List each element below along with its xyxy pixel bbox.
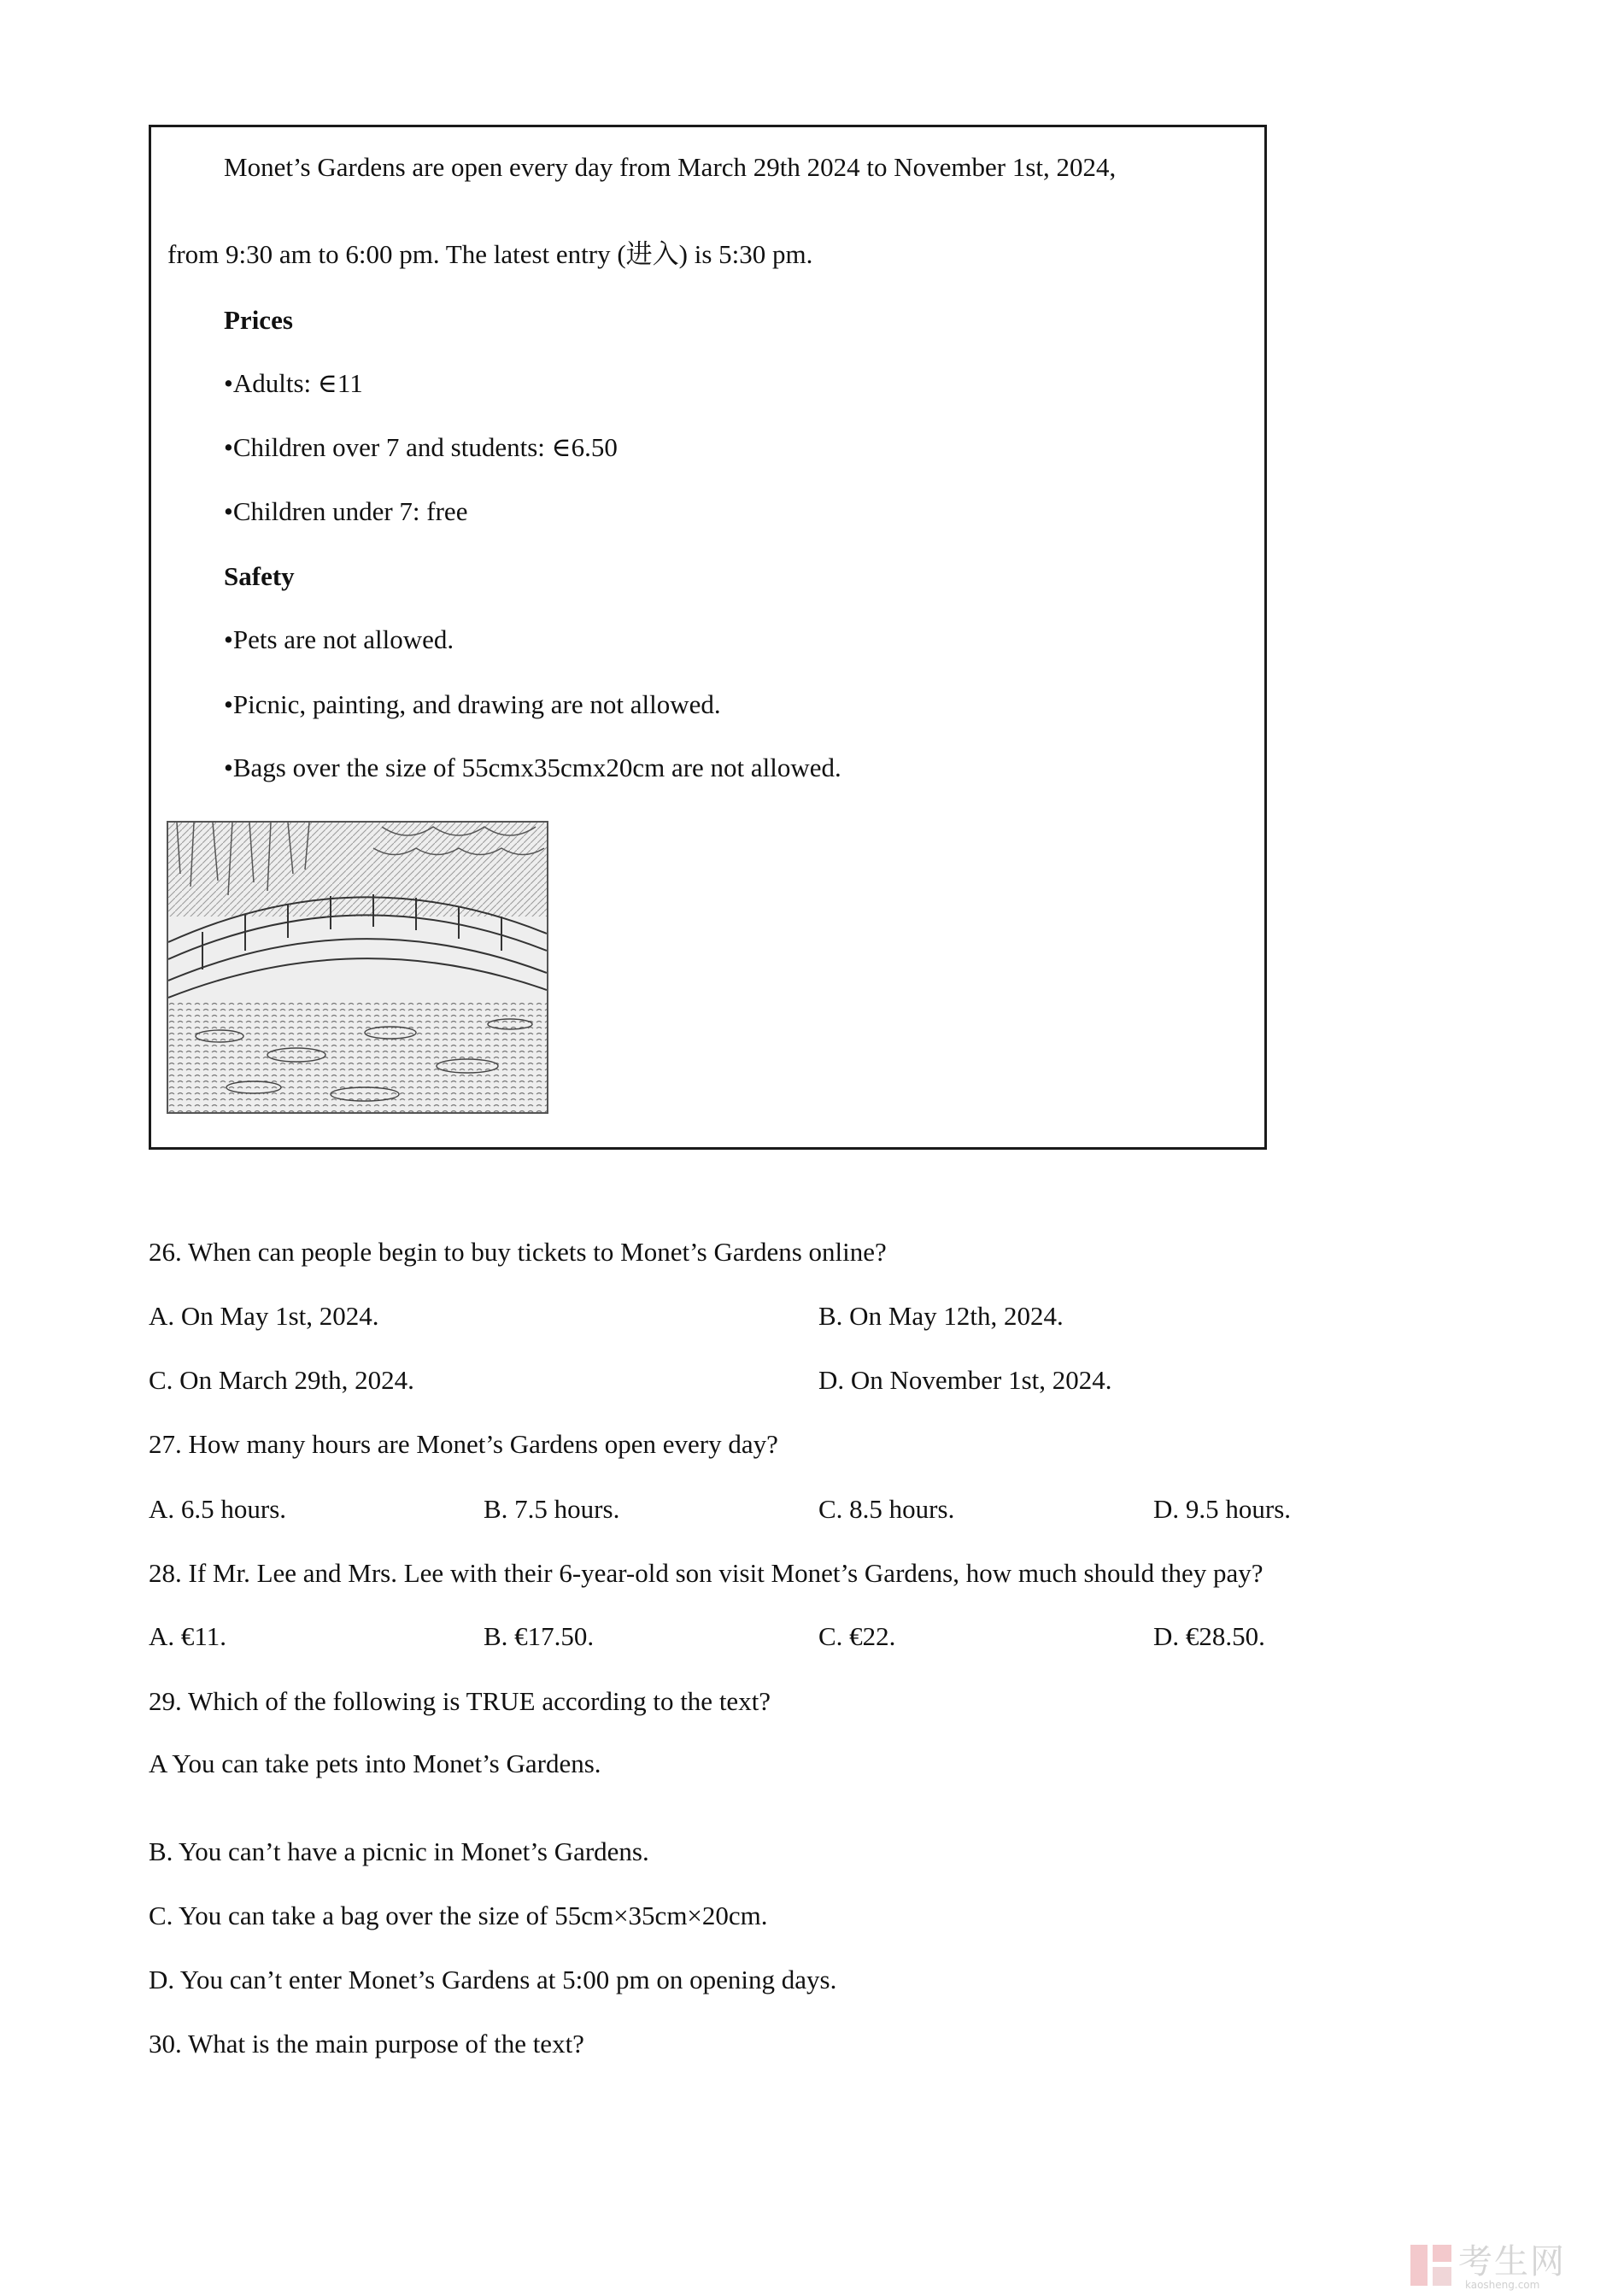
notice-intro-line2: from 9:30 am to 6:00 pm. The latest entry (进入) is 5:30 pm. <box>167 239 813 269</box>
watermark-logo-icon <box>1409 2243 1453 2287</box>
q28-option-a[interactable]: A. €11. <box>149 1621 226 1651</box>
safety-rule-pets: •Pets are not allowed. <box>224 624 454 654</box>
safety-rule-picnic: •Picnic, painting, and drawing are not allowed. <box>224 689 721 719</box>
prices-heading: Prices <box>224 305 293 335</box>
q28-option-c[interactable]: C. €22. <box>818 1621 896 1651</box>
monet-bridge-picture <box>167 821 548 1114</box>
q29-text: 29. Which of the following is TRUE according to the text? <box>149 1686 771 1716</box>
q29-option-c[interactable]: C. You can take a bag over the size of 55cm×35cm×20cm. <box>149 1901 768 1930</box>
site-watermark <box>1409 2240 1614 2291</box>
price-adults: •Adults: ∈11 <box>224 368 363 398</box>
watermark-text: 考生网 <box>1458 2242 1566 2281</box>
q27-option-b[interactable]: B. 7.5 hours. <box>484 1494 620 1524</box>
watermark-subtext: kaosheng.com <box>1465 2279 1540 2291</box>
q29-option-d[interactable]: D. You can’t enter Monet’s Gardens at 5:00 pm on opening days. <box>149 1965 837 1994</box>
notice-intro-line1: Monet’s Gardens are open every day from March 29th 2024 to November 1st, 2024, <box>224 152 1117 182</box>
q27-text: 27. How many hours are Monet’s Gardens open every day? <box>149 1429 778 1459</box>
q29-option-b[interactable]: B. You can’t have a picnic in Monet’s Gardens. <box>149 1836 649 1866</box>
q27-option-d[interactable]: D. 9.5 hours. <box>1153 1494 1292 1524</box>
q26-option-c[interactable]: C. On March 29th, 2024. <box>149 1365 414 1395</box>
price-children-under-7: •Children under 7: free <box>224 496 468 526</box>
q29-option-a[interactable]: A You can take pets into Monet’s Gardens. <box>149 1748 601 1778</box>
q28-option-b[interactable]: B. €17.50. <box>484 1621 595 1651</box>
q26-option-a[interactable]: A. On May 1st, 2024. <box>149 1301 379 1331</box>
q27-option-a[interactable]: A. 6.5 hours. <box>149 1494 287 1524</box>
safety-rule-bags: •Bags over the size of 55cmx35cmx20cm are not allowed. <box>224 753 841 782</box>
price-children-over-7: •Children over 7 and students: ∈6.50 <box>224 432 618 462</box>
q27-option-c[interactable]: C. 8.5 hours. <box>818 1494 955 1524</box>
safety-heading: Safety <box>224 561 295 591</box>
q28-option-d[interactable]: D. €28.50. <box>1153 1621 1265 1651</box>
q30-text: 30. What is the main purpose of the text? <box>149 2029 584 2059</box>
q28-text: 28. If Mr. Lee and Mrs. Lee with their 6-year-old son visit Monet’s Gardens, how much should they pay? <box>149 1558 1263 1588</box>
q26-option-d[interactable]: D. On November 1st, 2024. <box>818 1365 1112 1395</box>
q26-option-b[interactable]: B. On May 12th, 2024. <box>818 1301 1064 1331</box>
q26-text: 26. When can people begin to buy tickets to Monet’s Gardens online? <box>149 1237 887 1267</box>
